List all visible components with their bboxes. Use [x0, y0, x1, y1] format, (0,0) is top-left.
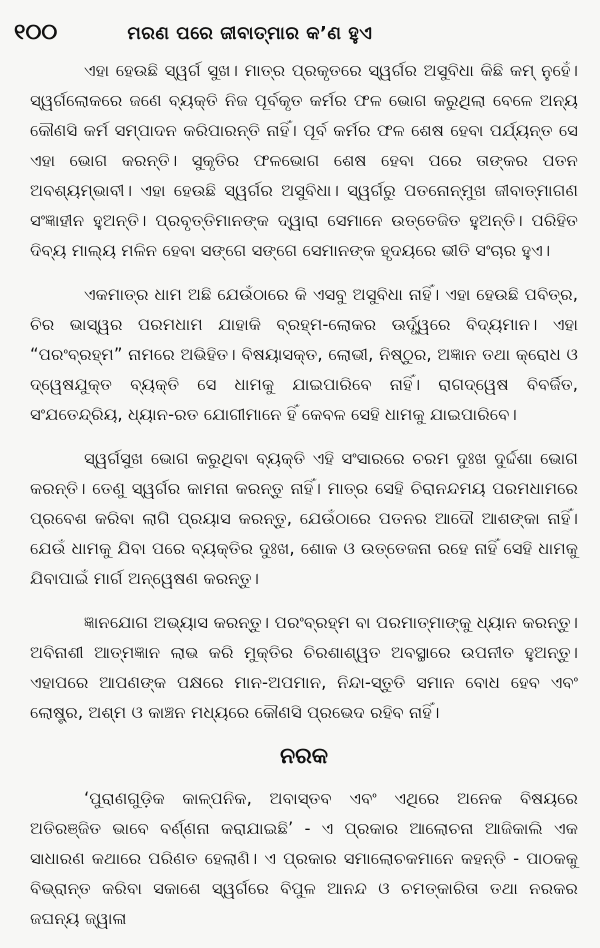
- section-paragraph: ‘ପୁରାଣଗୁଡ଼ିକ କାଳ୍ପନିକ, ଅବାସ୍ତବ ଏବଂ ଏଥିରେ ଅନେକ ବିଷୟରେ ଅତିରଞ୍ଜିତ ଭାବେ ବର୍ଣ୍ଣନା କରାଯାଇଛି’ - ଏ ପ୍ରକାର ଆଲୋଚନା ଆଜିକାଲି ଏକ ସାଧାରଣ କଥାରେ ପରିଣତ ହେଲାଣି। ଏ ପ୍ରକାର ସମାଲୋଚକମାନେ କହନ୍ତି - ପାଠକକୁ ବିଭ୍ରାନ୍ତ କରିବା ସକାଶେ ସ୍ୱର୍ଗରେ ବିପୁଳ ଆନନ୍ଦ ଓ ଚମତ୍କାରିତା ତଥା ନରକର ଜଘନ୍ୟ ଜ୍ୱାଳା: [30, 789, 578, 928]
- paragraph-2: ଏକମାତ୍ର ଧାମ ଅଛି ଯେଉଁଠାରେ କି ଏସବୁ ଅସୁବିଧା ନାହିଁ। ଏହା ହେଉଛି ପବିତ୍ର, ଚିର ଭାସ୍ୱର ପରମଧାମ ଯାହାକି ବ୍ରହ୍ମ-ଲୋକର ଊର୍ଦ୍ଧ୍ୱରେ ବିଦ୍ୟମାନ। ଏହା “ପରଂବ୍ରହ୍ମ” ନାମରେ ଅଭିହିତ। ବିଷୟାସକ୍ତ, ଲୋଭୀ, ନିଷ୍ଠୁର, ଅଜ୍ଞାନ ତଥା କ୍ରୋଧ ଓ ଦ୍ୱେଷଯୁକ୍ତ ବ୍ୟକ୍ତି ସେ ଧାମକୁ ଯାଇପାରିବେ ନାହିଁ। ରାଗଦ୍ୱେଷ ବିବର୍ଜିତ, ସଂଯତେନ୍ଦ୍ରିୟ, ଧ୍ୟାନ-ରତ ଯୋଗୀମାନେ ହିଁ କେବଳ ସେହି ଧାମକୁ ଯାଇପାରିବେ।: [30, 285, 578, 424]
- section-title: ନରକ: [279, 744, 329, 769]
- running-head: ମରଣ ପରେ ଜୀବାତ୍ମାର କ’ଣ ହୁଏ: [127, 23, 373, 44]
- paragraph-1: ଏହା ହେଉଛି ସ୍ୱର୍ଗ ସୁଖ। ମାତ୍ର ପ୍ରକୃତରେ ସ୍ୱର୍ଗର ଅସୁବିଧା କିଛି କମ୍ ନୁହେଁ। ସ୍ୱର୍ଗଲୋକରେ ଜଣେ ବ୍ୟକ୍ତି ନିଜ ପୂର୍ବକୃତ କର୍ମର ଫଳ ଭୋଗ କରୁଥିଲା ବେଳେ ଅନ୍ୟ କୌଣସି କର୍ମ ସମ୍ପାଦନ କରିପାରନ୍ତି ନାହିଁ। ପୂର୍ବ କର୍ମର ଫଳ ଶେଷ ହେବା ପର୍ଯ୍ୟନ୍ତ ସେ ଏହା ଭୋଗ କରନ୍ତି। ସୁକୃତିର ଫଳଭୋଗ ଶେଷ ହେବା ପରେ ତାଙ୍କର ପତନ ଅବଶ୍ୟମ୍ଭାବୀ। ଏହା ହେଉଛି ସ୍ୱର୍ଗର ଅସୁବିଧା। ସ୍ୱର୍ଗରୁ ପତନୋନ୍ମୁଖ ଜୀବାତ୍ମାଗଣ ସଂଜ୍ଞାହୀନ ହୁଅନ୍ତି। ପ୍ରବୃତ୍ତିମାନଙ୍କ ଦ୍ୱାରା ସେମାନେ ଉତ୍ତେଜିତ ହୁଅନ୍ତି। ପରିହିତ ଦିବ୍ୟ ମାଲ୍ୟ ମଳିନ ହେବା ସଙ୍ଗେ ସଙ୍ଗେ ସେମାନଙ୍କ ହୃଦୟରେ ଭୀତି ସଂଚାର ହୁଏ।: [30, 61, 578, 260]
- page-content: [30, 56, 578, 948]
- page-number: ୧୦୦: [14, 20, 58, 45]
- paragraph-4: ଜ୍ଞାନଯୋଗ ଅଭ୍ୟାସ କରନ୍ତୁ। ପରଂବ୍ରହ୍ମ ବା ପରମାତ୍ମାଙ୍କୁ ଧ୍ୟାନ କରନ୍ତୁ। ଅବିନାଶୀ ଆତ୍ମଜ୍ଞାନ ଲାଭ କରି ମୁକ୍ତିର ଚିରଶାଶ୍ୱତ ଅବସ୍ଥାରେ ଉପନୀତ ହୁଅନ୍ତୁ। ଏହାପରେ ଆପଣଙ୍କ ପକ୍ଷରେ ମାନ-ଅପମାନ, ନିନ୍ଦା-ସ୍ତୁତି ସମାନ ବୋଧ ହେବ ଏବଂ ଲୋଷ୍ଟ୍ର, ଅଶ୍ମ ଓ କାଞ୍ଚନ ମଧ୍ୟରେ କୌଣସି ପ୍ରଭେଦ ରହିବ ନାହିଁ।: [30, 613, 578, 722]
- page-header: [14, 20, 582, 52]
- paragraph-3: ସ୍ୱର୍ଗସୁଖ ଭୋଗ କରୁଥିବା ବ୍ୟକ୍ତି ଏହି ସଂସାରରେ ଚରମ ଦୁଃଖ ଦୁର୍ଦ୍ଦଶା ଭୋଗ କରନ୍ତି। ତେଣୁ ସ୍ୱର୍ଗର କାମନା କରନ୍ତୁ ନାହିଁ। ମାତ୍ର ସେହି ଚିରାନନ୍ଦମୟ ପରମଧାମରେ ପ୍ରବେଶ କରିବା ଲାଗି ପ୍ରୟାସ କରନ୍ତୁ, ଯେଉଁଠାରେ ପତନର ଆଦୌ ଆଶଙ୍କା ନାହିଁ। ଯେଉଁ ଧାମକୁ ଯିବା ପରେ ବ୍ୟକ୍ତିର ଦୁଃଖ, ଶୋକ ଓ ଉତ୍ତେଜନା ରହେ ନାହିଁ ସେହି ଧାମକୁ ଯିବାପାଇଁ ମାର୍ଗ ଅନ୍ୱେଷଣ କରନ୍ତୁ।: [30, 449, 578, 588]
